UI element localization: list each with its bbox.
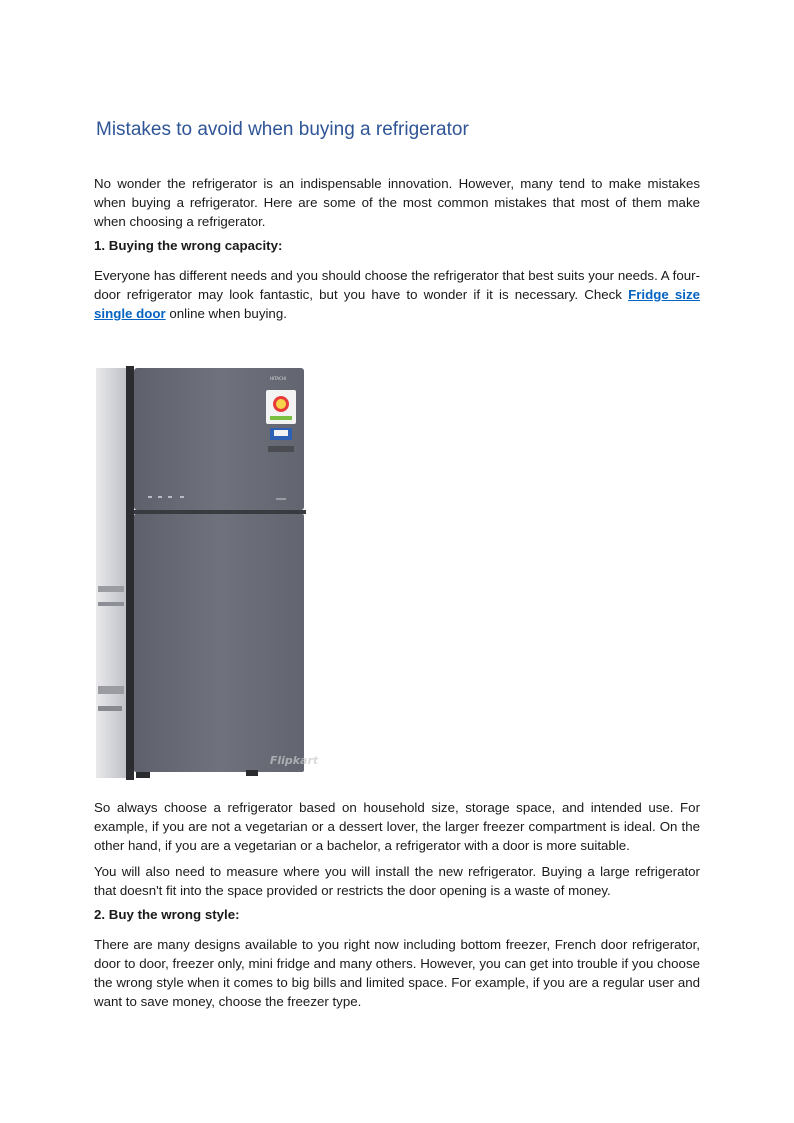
section-2-heading: 2. Buy the wrong style: bbox=[94, 907, 240, 922]
section-1-text-before-link: Everyone has different needs and you should choose the refrigerator that best suits your needs. A four-door refrigerator may look fantastic, but you have to wonder if it is necessary. Check bbox=[94, 268, 700, 302]
section-1-paragraph bbox=[94, 266, 700, 323]
refrigerator-image bbox=[96, 366, 318, 784]
refrigerator-illustration bbox=[96, 366, 318, 784]
page-title: Mistakes to avoid when buying a refrigerator bbox=[96, 119, 469, 140]
fridge-bottom-door bbox=[134, 514, 304, 772]
section-1-heading: 1. Buying the wrong capacity: bbox=[94, 238, 283, 253]
fridge-size-link[interactable]: Fridge size single door bbox=[94, 287, 700, 321]
intro-paragraph: No wonder the refrigerator is an indispensable innovation. However, many tend to make mistakes when buying a refrigerator. Here are some of the most common mistakes that most of them make when choosing a refrigerator. bbox=[94, 176, 700, 229]
section-2-paragraph: There are many designs available to you right now including bottom freezer, French door refrigerator, door to door, freezer only, mini fridge and many others. However, you can get into trouble if you choose the wrong style when it comes to big bills and limited space. For example, if you are a regular user and want to save money, choose the freezer type. bbox=[94, 937, 700, 1009]
fridge-brand-label: HITACHI bbox=[270, 376, 286, 381]
watermark-text: Flipkart bbox=[269, 754, 318, 767]
section-1-text-after-link: online when buying. bbox=[165, 306, 287, 321]
paragraph-after-image-1: So always choose a refrigerator based on household size, storage space, and intended use. For example, if you are not a vegetarian or a dessert lover, the larger freezer compartment is ideal. On the other hand, if you are a vegetarian or a bachelor, a refrigerator with a door is more suitable. bbox=[94, 800, 700, 853]
paragraph-after-image-2: You will also need to measure where you will install the new refrigerator. Buying a large refrigerator that doesn't fit into the space provided or restricts the door opening is a waste of money. bbox=[94, 864, 700, 898]
